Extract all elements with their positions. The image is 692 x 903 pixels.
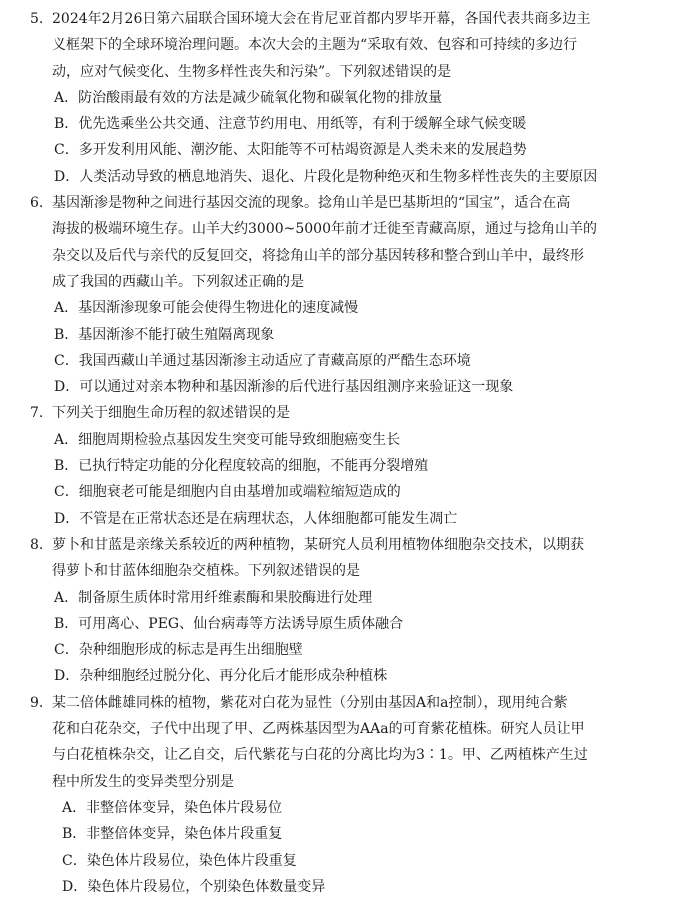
question-8 (30, 532, 678, 690)
question-stem-line: 6. 基因渐渗是物种之间进行基因交流的现象。捻角山羊是巴基斯坦的“国宝”，适合在高 (30, 190, 678, 216)
option-a: A．非整倍体变异，染色体片段易位 (62, 799, 283, 816)
question-stem-line: 义框架下的全球环境治理问题。本次大会的主题为“采取有效、包容和可持续的多边行 (52, 37, 578, 54)
question-number: 7. (30, 405, 44, 422)
question-stem-line: 与白花植株杂交，让乙自交，后代紫花与白花的分离比均为3∶1。甲、乙两植株产生过 (52, 747, 588, 764)
question-number: 5. (30, 11, 44, 27)
option-c: C．染色体片段易位，染色体片段重复 (62, 852, 297, 869)
question-stem-line: 动，应对气候变化、生物多样性丧失和污染”。下列叙述错误的是 (52, 63, 452, 80)
option-d: D．不管是在正常状态还是在病理状态，人体细胞都可能发生凋亡 (54, 510, 458, 527)
option-d: D．染色体片段易位，个别染色体数量变异 (62, 878, 326, 895)
option-c: C．我国西藏山羊通过基因渐渗主动适应了青藏高原的严酷生态环境 (54, 352, 471, 369)
question-stem-line: 程中所发生的变异类型分别是 (52, 773, 234, 790)
question-5 (30, 6, 678, 190)
question-stem-line: 8. 萝卜和甘蓝是亲缘关系较近的两种植物，某研究人员利用植物体细胞杂交技术，以期获 (30, 532, 678, 558)
option-a: A．细胞周期检验点基因发生突变可能导致细胞癌变生长 (54, 431, 401, 448)
question-stem-line: 5. 2024年2月26日第六届联合国环境大会在肯尼亚首都内罗毕开幕，各国代表共商多边主 (30, 6, 678, 32)
question-number: 9. (30, 694, 44, 711)
question-stem-line: 成了我国的西藏山羊。下列叙述正确的是 (52, 273, 304, 290)
question-stem-line: 7. 下列关于细胞生命历程的叙述错误的是 (30, 400, 678, 426)
question-7 (30, 400, 678, 531)
option-a: A．防治酸雨最有效的方法是减少硫氧化物和碳氧化物的排放量 (54, 89, 443, 106)
option-b: B．优先选乘坐公共交通、注意节约用电、用纸等，有利于缓解全球气候变暖 (54, 116, 527, 133)
option-b: B．可用离心、PEG、仙台病毒等方法诱导原生质体融合 (54, 615, 404, 632)
question-number: 6. (30, 195, 44, 212)
option-c: C．细胞衰老可能是细胞内自由基增加或端粒缩短造成的 (54, 484, 401, 501)
option-c: C．杂种细胞形成的标志是再生出细胞壁 (54, 642, 303, 659)
question-9 (30, 690, 678, 900)
question-stem-line: 杂交以及后代与亲代的反复回交，将捻角山羊的部分基因转移和整合到山羊中，最终形 (52, 247, 584, 264)
question-stem-line: 花和白花杂交，子代中出现了甲、乙两株基因型为AAa的可育紫花植株。研究人员让甲 (52, 721, 585, 738)
question-number: 8. (30, 536, 44, 553)
option-d: D．人类活动导致的栖息地消失、退化、片段化是物种绝灭和生物多样性丧失的主要原因 (54, 168, 598, 185)
question-6 (30, 190, 678, 400)
option-b: B．已执行特定功能的分化程度较高的细胞，不能再分裂增殖 (54, 458, 429, 475)
option-d: D．可以通过对亲本物种和基因渐渗的后代进行基因组测序来验证这一现象 (54, 379, 514, 396)
option-b: B．非整倍体变异，染色体片段重复 (62, 826, 283, 843)
option-a: A．基因渐渗现象可能会使得生物进化的速度减慢 (54, 300, 359, 317)
question-stem-line: 海拔的极端环境生存。山羊大约3000~5000年前才迁徙至青藏高原，通过与捻角山羊的 (52, 221, 597, 238)
question-stem-line: 9. 某二倍体雌雄同株的植物，紫花对白花为显性（分别由基因A和a控制），现用纯合紫 (30, 690, 678, 716)
option-b: B．基因渐渗不能打破生殖隔离现象 (54, 326, 275, 343)
option-c: C．多开发利用风能、潮汐能、太阳能等不可枯竭资源是人类未来的发展趋势 (54, 142, 527, 159)
option-a: A．制备原生质体时常用纤维素酶和果胶酶进行处理 (54, 589, 373, 606)
option-d: D．杂种细胞经过脱分化、再分化后才能形成杂种植株 (54, 668, 388, 685)
question-stem-line: 得萝卜和甘蓝体细胞杂交植株。下列叙述错误的是 (52, 563, 360, 580)
